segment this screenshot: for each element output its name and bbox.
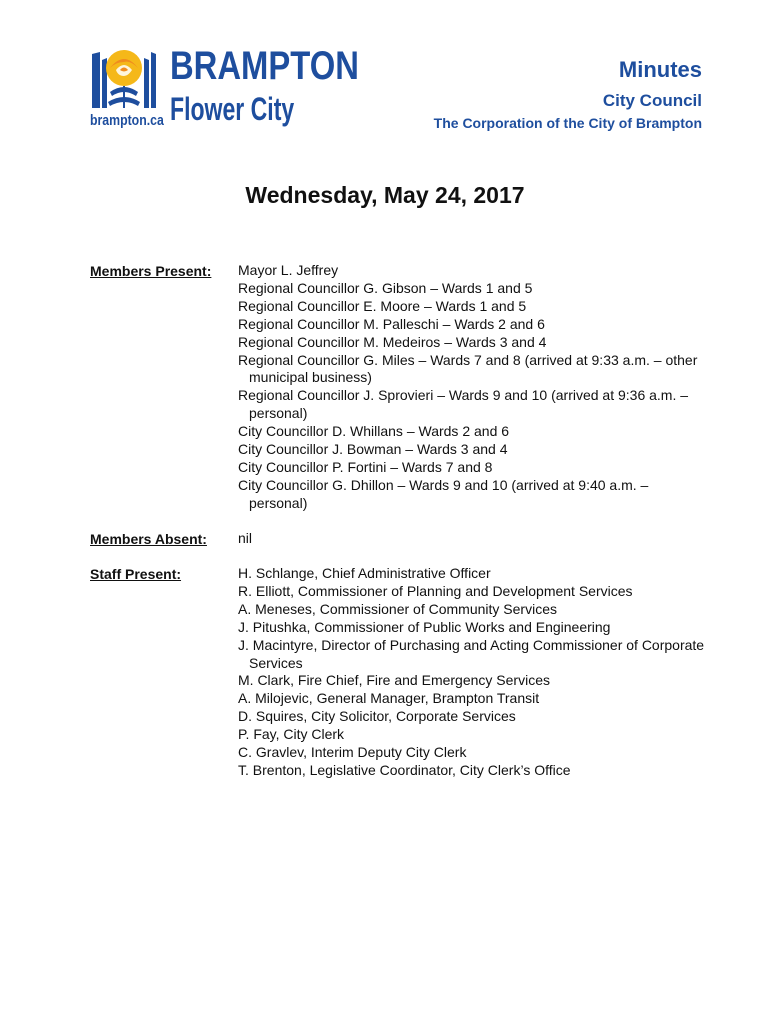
- staff-present-label: Staff Present:: [90, 566, 182, 582]
- list-item: A. Meneses, Commissioner of Community Services: [238, 600, 557, 617]
- document-header: [434, 56, 702, 132]
- list-item: P. Fay, City Clerk: [238, 726, 345, 743]
- list-item: A. Milojevic, General Manager, Brampton Transit: [238, 690, 540, 707]
- members-present-list: [238, 262, 708, 513]
- document-type: Minutes: [618, 57, 702, 82]
- list-item: R. Elliott, Commissioner of Planning and Development Services: [238, 582, 633, 599]
- list-item: Regional Councillor M. Medeiros – Wards 3 and 4: [238, 333, 547, 350]
- members-present-label: Members Present:: [90, 263, 212, 279]
- list-item: Regional Councillor E. Moore – Wards 1 and 5: [238, 297, 527, 314]
- list-item: Regional Councillor M. Palleschi – Wards 2 and 6: [238, 315, 545, 332]
- list-item: J. Macintyre, Director of Purchasing and Acting Commissioner of Corporate Services: [238, 636, 705, 671]
- list-item: City Councillor D. Whillans – Wards 2 and 6: [238, 423, 510, 440]
- organization-name: The Corporation of the City of Brampton: [433, 115, 702, 131]
- brampton-logo: [90, 44, 360, 136]
- list-item: T. Brenton, Legislative Coordinator, City Clerk’s Office: [238, 761, 571, 778]
- rose-emblem-icon: [90, 46, 156, 112]
- list-item: M. Clark, Fire Chief, Fire and Emergency Services: [238, 672, 550, 689]
- list-item: City Councillor J. Bowman – Wards 3 and 4: [238, 441, 508, 458]
- list-item: J. Pitushka, Commissioner of Public Works and Engineering: [238, 618, 611, 635]
- list-item: Regional Councillor G. Miles – Wards 7 and 8 (arrived at 9:33 a.m. – other municipal business): [238, 351, 698, 386]
- list-item: D. Squires, City Solicitor, Corporate Services: [238, 708, 516, 725]
- list-item: H. Schlange, Chief Administrative Officer: [238, 565, 491, 581]
- list-item: City Councillor P. Fortini – Wards 7 and 8: [238, 458, 493, 475]
- logo-url: brampton.ca: [90, 112, 164, 129]
- list-item: C. Gravlev, Interim Deputy City Clerk: [238, 744, 467, 761]
- staff-present-list: [238, 565, 708, 780]
- members-absent-label: Members Absent:: [90, 531, 207, 547]
- meeting-date: Wednesday, May 24, 2017: [245, 182, 525, 208]
- list-item: Regional Councillor G. Gibson – Wards 1 and 5: [238, 279, 533, 296]
- list-item: City Councillor G. Dhillon – Wards 9 and 10 (arrived at 9:40 a.m. – personal): [238, 476, 649, 511]
- logo-brand-text: BRAMPTON: [170, 44, 359, 88]
- list-item: nil: [238, 530, 253, 546]
- members-absent-list: [238, 530, 708, 548]
- logo-tagline: Flower City: [170, 91, 295, 127]
- list-item: Regional Councillor J. Sprovieri – Wards 9 and 10 (arrived at 9:36 a.m. – personal): [238, 387, 689, 422]
- council-name: City Council: [602, 91, 702, 110]
- list-item: Mayor L. Jeffrey: [238, 262, 339, 278]
